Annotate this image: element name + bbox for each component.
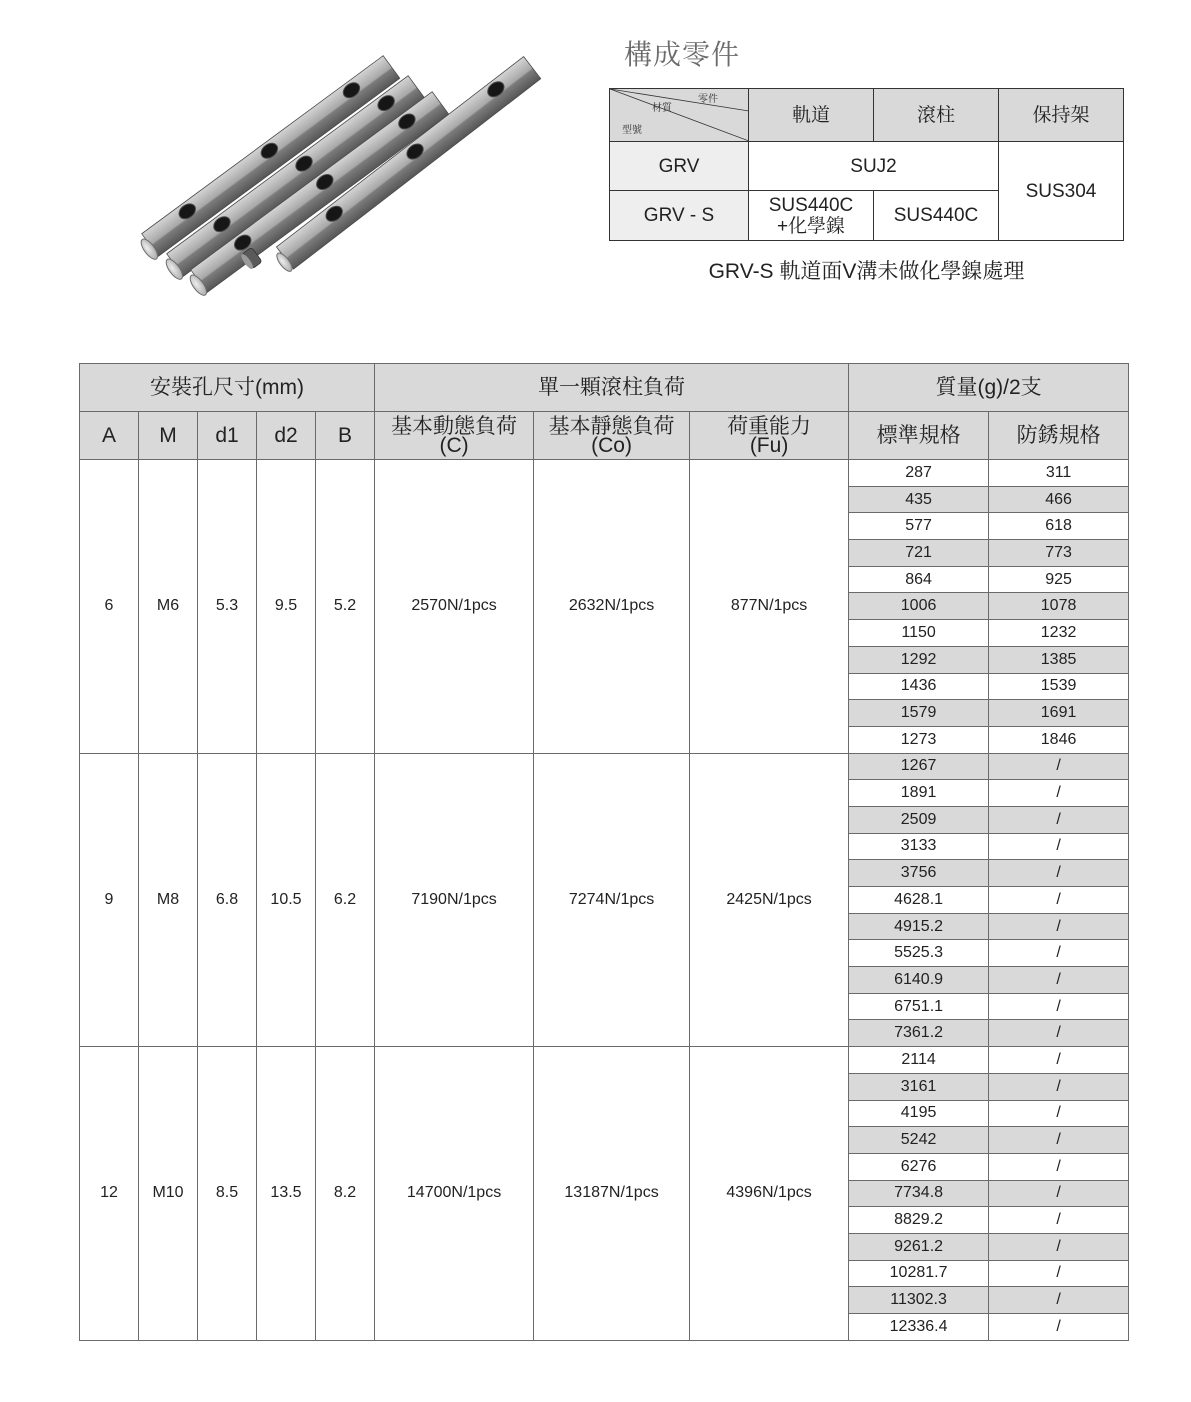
cell-mass-rust-proof: /: [989, 1020, 1129, 1047]
cell-mass-rust-proof: 1539: [989, 673, 1129, 700]
cell-mass-rust-proof: /: [989, 940, 1129, 967]
spec-row: [80, 460, 1129, 487]
components-row-grv: [610, 142, 1124, 191]
cell-mass-standard: 8829.2: [849, 1207, 989, 1234]
col-load-capacity: [690, 412, 849, 460]
treatment-note: GRV-S 軌道面V溝未做化學鎳處理: [708, 260, 1025, 283]
cell-b: 5.2: [316, 460, 375, 754]
cell-mass-rust-proof: /: [989, 1180, 1129, 1207]
cell-mass-rust-proof: 1691: [989, 700, 1129, 727]
cell-thread: M8: [139, 753, 198, 1047]
cell-mass-standard: 6276: [849, 1153, 989, 1180]
cell-d2: 13.5: [257, 1047, 316, 1341]
cell-mass-standard: 864: [849, 566, 989, 593]
cell-mass-standard: 9261.2: [849, 1233, 989, 1260]
cell-mass-standard: 3756: [849, 860, 989, 887]
col-rail: 軌道: [749, 89, 874, 142]
mounting-hole-size-header: 安裝孔尺寸(mm): [80, 364, 375, 412]
cell-mass-rust-proof: 1846: [989, 726, 1129, 753]
cell-mass-rust-proof: /: [989, 1287, 1129, 1314]
cell-mass-standard: 3133: [849, 833, 989, 860]
cell-dynamic-load: 14700N/1pcs: [375, 1047, 534, 1341]
cell-mass-standard: 1267: [849, 753, 989, 780]
rail-roller-material: SUJ2: [749, 142, 999, 191]
cell-load-capacity: 2425N/1pcs: [690, 753, 849, 1047]
spec-group-header-row: [80, 364, 1129, 412]
cell-thread: M10: [139, 1047, 198, 1341]
col-d1: d1: [198, 412, 257, 460]
cell-mass-standard: 1579: [849, 700, 989, 727]
spec-row: [80, 753, 1129, 780]
cell-mass-rust-proof: 925: [989, 566, 1129, 593]
col-a: A: [80, 412, 139, 460]
cell-mass-rust-proof: /: [989, 993, 1129, 1020]
col-b: B: [316, 412, 375, 460]
cell-mass-standard: 4628.1: [849, 887, 989, 914]
cell-mass-rust-proof: 1385: [989, 646, 1129, 673]
cell-mass-standard: 6751.1: [849, 993, 989, 1020]
cell-d1: 5.3: [198, 460, 257, 754]
product-photo: [120, 40, 550, 310]
cell-mass-rust-proof: /: [989, 1073, 1129, 1100]
cell-mass-standard: 4915.2: [849, 913, 989, 940]
mass-header: 質量(g)/2支: [849, 364, 1129, 412]
roller-load-header: 單一顆滾柱負荷: [375, 364, 849, 412]
cell-mass-standard: 2114: [849, 1047, 989, 1074]
cell-a: 6: [80, 460, 139, 754]
corner-label-material: 材質: [652, 103, 672, 114]
cell-mass-rust-proof: /: [989, 1314, 1129, 1341]
cell-mass-standard: 1891: [849, 780, 989, 807]
cell-mass-rust-proof: 1232: [989, 620, 1129, 647]
cell-mass-standard: 1006: [849, 593, 989, 620]
spec-column-header-row: [80, 412, 1129, 460]
cell-d1: 6.8: [198, 753, 257, 1047]
cell-mass-rust-proof: /: [989, 1047, 1129, 1074]
col-dynamic-load-label: 基本動態負荷: [391, 414, 518, 438]
cell-a: 12: [80, 1047, 139, 1341]
roller-material-grv-s: SUS440C: [874, 191, 999, 241]
cell-load-capacity: 4396N/1pcs: [690, 1047, 849, 1341]
cell-mass-standard: 6140.9: [849, 967, 989, 994]
cell-mass-standard: 721: [849, 540, 989, 567]
cell-mass-rust-proof: /: [989, 1260, 1129, 1287]
cell-mass-standard: 7734.8: [849, 1180, 989, 1207]
rail-material-line2: +化學鎳: [776, 215, 846, 237]
cell-mass-standard: 1292: [849, 646, 989, 673]
components-title: 構成零件: [624, 39, 741, 70]
cell-mass-standard: 5242: [849, 1127, 989, 1154]
cell-mass-rust-proof: 466: [989, 486, 1129, 513]
cell-mass-standard: 3161: [849, 1073, 989, 1100]
cell-mass-standard: 7361.2: [849, 1020, 989, 1047]
cell-mass-rust-proof: 311: [989, 460, 1129, 487]
rail-material-grv-s: [749, 191, 874, 241]
cell-mass-standard: 5525.3: [849, 940, 989, 967]
cell-mass-rust-proof: /: [989, 753, 1129, 780]
cell-d2: 10.5: [257, 753, 316, 1047]
col-dynamic-load-symbol: (C): [439, 433, 469, 457]
cell-d1: 8.5: [198, 1047, 257, 1341]
col-thread: M: [139, 412, 198, 460]
col-cage: 保持架: [999, 89, 1124, 142]
spec-row: [80, 1047, 1129, 1074]
cell-mass-rust-proof: /: [989, 833, 1129, 860]
components-table: [609, 88, 1124, 241]
cell-mass-rust-proof: 773: [989, 540, 1129, 567]
cell-mass-rust-proof: /: [989, 1207, 1129, 1234]
cell-mass-standard: 1150: [849, 620, 989, 647]
cell-dynamic-load: 2570N/1pcs: [375, 460, 534, 754]
cell-mass-rust-proof: /: [989, 1233, 1129, 1260]
cell-mass-rust-proof: /: [989, 1127, 1129, 1154]
cell-mass-standard: 435: [849, 486, 989, 513]
cell-static-load: 13187N/1pcs: [534, 1047, 690, 1341]
cell-mass-standard: 577: [849, 513, 989, 540]
col-mass-standard: 標準規格: [849, 412, 989, 460]
components-header-row: [610, 89, 1124, 142]
cell-mass-rust-proof: /: [989, 860, 1129, 887]
cell-mass-standard: 11302.3: [849, 1287, 989, 1314]
cell-mass-rust-proof: /: [989, 1153, 1129, 1180]
cell-static-load: 7274N/1pcs: [534, 753, 690, 1047]
rail-material-line1: SUS440C: [768, 194, 854, 216]
cell-mass-rust-proof: 618: [989, 513, 1129, 540]
cage-material: SUS304: [999, 142, 1124, 241]
col-load-capacity-label: 荷重能力: [727, 414, 812, 438]
spec-body: [80, 460, 1129, 1341]
model-grv: GRV: [610, 142, 749, 191]
col-static-load-label: 基本靜態負荷: [548, 414, 675, 438]
col-mass-rust-proof: 防銹規格: [989, 412, 1129, 460]
cell-mass-rust-proof: /: [989, 806, 1129, 833]
cell-mass-standard: 2509: [849, 806, 989, 833]
cell-b: 6.2: [316, 753, 375, 1047]
col-load-capacity-symbol: (Fu): [749, 433, 789, 457]
cell-load-capacity: 877N/1pcs: [690, 460, 849, 754]
corner-label-model: 型號: [622, 125, 642, 136]
cell-mass-rust-proof: /: [989, 1100, 1129, 1127]
cell-mass-rust-proof: /: [989, 967, 1129, 994]
spec-table: [79, 363, 1129, 1341]
cell-mass-rust-proof: /: [989, 780, 1129, 807]
model-grv-s: GRV - S: [610, 191, 749, 241]
cell-d2: 9.5: [257, 460, 316, 754]
col-static-load-symbol: (Co): [591, 433, 632, 457]
cell-mass-standard: 1436: [849, 673, 989, 700]
cell-a: 9: [80, 753, 139, 1047]
cell-mass-standard: 1273: [849, 726, 989, 753]
cell-mass-standard: 287: [849, 460, 989, 487]
diagonal-header-cell: [610, 89, 749, 142]
cell-b: 8.2: [316, 1047, 375, 1341]
cell-mass-standard: 4195: [849, 1100, 989, 1127]
cell-dynamic-load: 7190N/1pcs: [375, 753, 534, 1047]
cell-thread: M6: [139, 460, 198, 754]
cell-mass-rust-proof: /: [989, 887, 1129, 914]
col-dynamic-load: [375, 412, 534, 460]
col-d2: d2: [257, 412, 316, 460]
cell-mass-standard: 12336.4: [849, 1314, 989, 1341]
col-roller: 滾柱: [874, 89, 999, 142]
cell-mass-standard: 10281.7: [849, 1260, 989, 1287]
cell-static-load: 2632N/1pcs: [534, 460, 690, 754]
col-static-load: [534, 412, 690, 460]
cell-mass-rust-proof: /: [989, 913, 1129, 940]
cell-mass-rust-proof: 1078: [989, 593, 1129, 620]
corner-label-part: 零件: [698, 94, 718, 105]
